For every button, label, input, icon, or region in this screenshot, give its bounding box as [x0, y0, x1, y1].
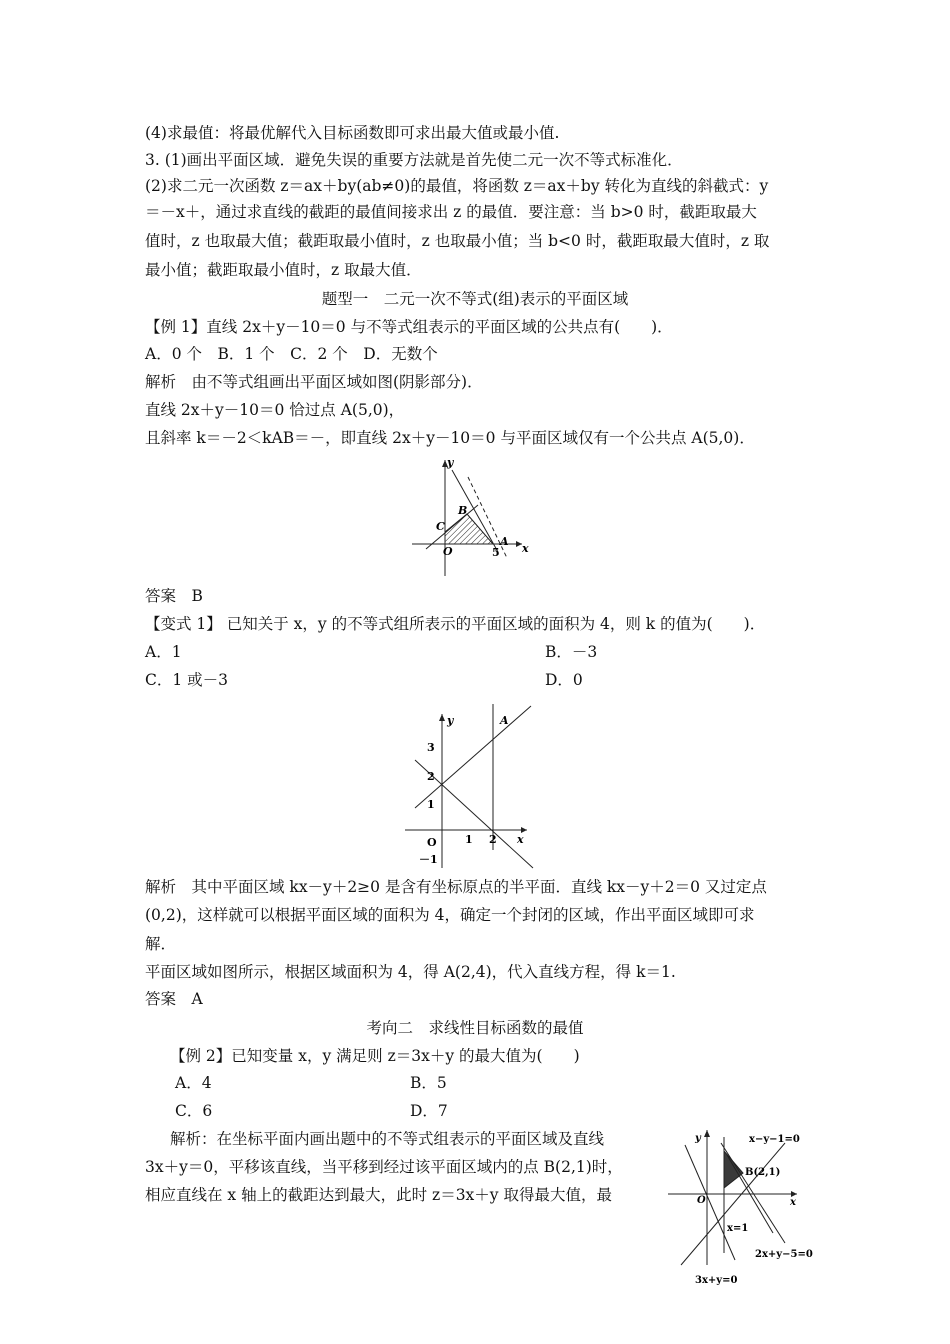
fig1-label-A: A — [500, 535, 509, 548]
variant1-analysis-2: (0,2)，这样就可以根据平面区域的面积为 4，确定一个封闭的区域，作出平面区域即可求 — [145, 906, 755, 924]
fig3-label-B: B(2,1) — [745, 1167, 781, 1178]
section1-title: 题型一 二元一次不等式(组)表示的平面区域 — [321, 290, 629, 308]
variant1-option-b: B．－3 — [545, 643, 598, 661]
variant1-analysis-4: 平面区域如图所示，根据区域面积为 4，得 A(2,4)，代入直线方程，得 k＝1. — [145, 963, 676, 981]
variant1-option-a: A．1 — [145, 643, 182, 661]
fig2-tick-3: 3 — [427, 741, 435, 754]
fig1-label-x: x — [522, 542, 529, 555]
variant1-answer: 答案 A — [145, 990, 203, 1008]
fig2-label-x: x — [517, 833, 524, 846]
example2-analysis-1: 解析：在坐标平面内画出题中的不等式组表示的平面区域及直线 — [170, 1130, 605, 1148]
fig3-label-l1: x−y−1=0 — [749, 1134, 800, 1145]
fig3-shaded-region — [724, 1151, 743, 1188]
fig2-tick-minus1: －1 — [419, 853, 438, 866]
example1-options: A．0 个 B．1 个 C．2 个 D．无数个 — [145, 345, 438, 363]
fig3-label-x: x — [790, 1197, 796, 1208]
example2-option-a: A．4 — [175, 1074, 212, 1092]
example2-analysis-2: 3x＋y＝0，平移该直线，当平移到经过该平面区域内的点 B(2,1)时， — [145, 1158, 623, 1176]
section2-title: 考向二 求线性目标函数的最值 — [366, 1019, 584, 1037]
variant1-analysis-1: 解析 其中平面区域 kx－y＋2≥0 是含有坐标原点的半平面．直线 kx－y＋2＝0 又过定点 — [145, 878, 767, 896]
fig2-label-A: A — [500, 714, 509, 727]
example2-question: 【例 2】已知变量 x，y 满足则 z＝3x＋y 的最大值为( ) — [170, 1047, 580, 1065]
intro-line-1: (4)求最值：将最优解代入目标函数即可求出最大值或最小值. — [145, 124, 560, 142]
fig1-label-5: 5 — [492, 546, 500, 559]
example2-option-c: C．6 — [175, 1102, 213, 1120]
intro-line-6: 最小值；截距取最小值时，z 取最大值． — [145, 261, 422, 279]
fig3-label-l3: 3x+y=0 — [695, 1275, 738, 1285]
fig1-label-y: y — [447, 456, 454, 469]
fig2-label-y: y — [447, 714, 454, 727]
fig3-label-O: O — [697, 1195, 706, 1206]
intro-line-2: 3. (1)画出平面区域．避免失误的重要方法就是首先使二元一次不等式标准化． — [145, 151, 683, 169]
example1-analysis-2: 直线 2x＋y－10＝0 恰过点 A(5,0)， — [145, 401, 405, 419]
fig3-label-y: y — [695, 1133, 701, 1144]
example1-figure — [410, 452, 540, 578]
variant1-option-d: D．0 — [545, 671, 583, 689]
fig1-label-B: B — [458, 504, 468, 517]
variant1-figure — [405, 700, 545, 872]
fig1-label-C: C — [436, 520, 445, 533]
variant1-question: 【变式 1】 已知关于 x，y 的不等式组所表示的平面区域的面积为 4，则 k 的值为( )． — [145, 615, 766, 633]
example2-option-b: B．5 — [410, 1074, 447, 1092]
example1-answer: 答案 B — [145, 587, 203, 605]
fig2-xtick-2: 2 — [489, 833, 497, 846]
example1-question: 【例 1】直线 2x＋y－10＝0 与不等式组表示的平面区域的公共点有( )． — [145, 318, 673, 336]
fig1-shaded-region — [445, 514, 493, 544]
variant1-analysis-3: 解． — [145, 935, 177, 953]
example2-figure — [665, 1125, 815, 1285]
variant1-option-c: C．1 或－3 — [145, 671, 229, 689]
fig2-xtick-1: 1 — [465, 833, 473, 846]
example2-option-d: D．7 — [410, 1102, 448, 1120]
fig2-line-rising — [415, 706, 531, 808]
intro-line-5: 值时，z 也取最大值；截距取最小值时，z 也取最小值；当 b<0 时，截距取最大值时，z 取 — [145, 232, 770, 250]
example1-analysis-1: 解析 由不等式组画出平面区域如图(阴影部分)． — [145, 373, 483, 391]
fig2-tick-1: 1 — [427, 798, 435, 811]
fig3-label-l2: 2x+y−5=0 — [755, 1249, 813, 1260]
fig2-label-O: O — [427, 836, 437, 849]
fig3-label-x1: x=1 — [727, 1223, 749, 1234]
example1-analysis-3: 且斜率 k＝－2＜kAB＝－，即直线 2x＋y－10＝0 与平面区域仅有一个公共点 A(5,0)． — [145, 429, 755, 447]
example2-analysis-3: 相应直线在 x 轴上的截距达到最大，此时 z＝3x＋y 取得最大值，最 — [145, 1186, 612, 1204]
intro-line-4: ＝－x＋，通过求直线的截距的最值间接求出 z 的最值．要注意：当 b>0 时，截距取最大 — [145, 203, 757, 221]
fig1-label-O: O — [443, 545, 453, 558]
fig2-tick-2: 2 — [427, 770, 435, 783]
intro-line-3: (2)求二元一次函数 z＝ax＋by(ab≠0)的最值，将函数 z＝ax＋by 转化为直线的斜截式：y — [145, 177, 769, 195]
